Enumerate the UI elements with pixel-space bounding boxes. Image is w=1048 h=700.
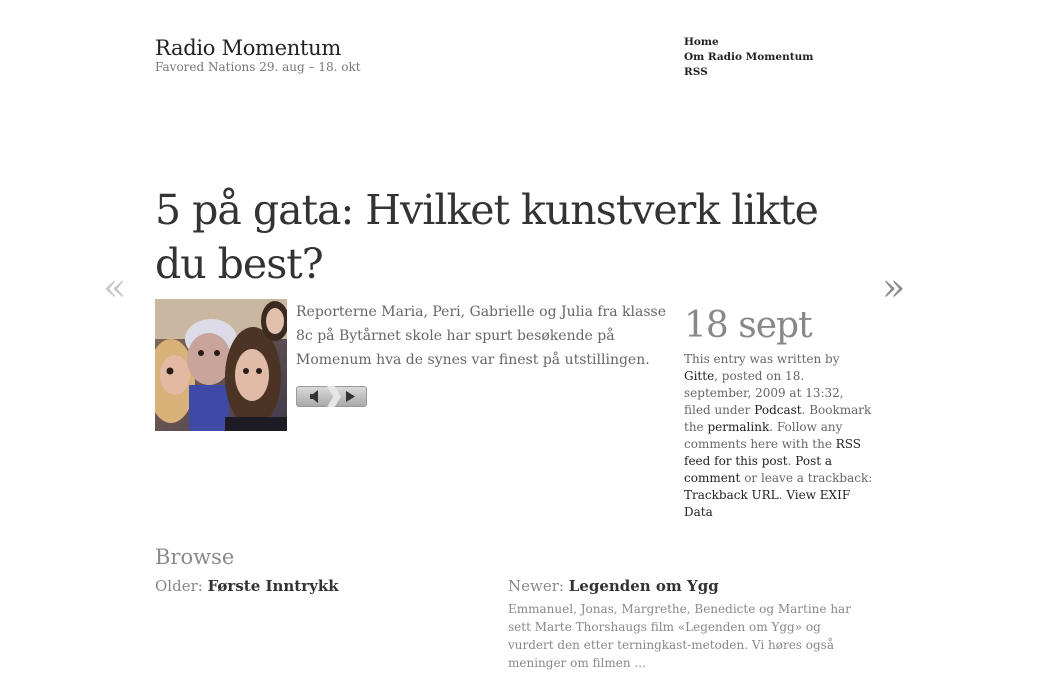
post-comment-link[interactable]: Post a comment (684, 454, 833, 485)
nav-home[interactable]: Home (684, 36, 719, 48)
group-selfie-image (155, 299, 287, 431)
newer-label: Newer: (508, 577, 564, 595)
meta-follow: . Follow any comments here with the (684, 420, 843, 451)
play-icon (333, 387, 367, 406)
trackback-link[interactable]: Trackback URL (684, 488, 779, 502)
newer-post-link[interactable]: Legenden om Ygg (568, 577, 719, 595)
author-link[interactable]: Gitte (684, 369, 715, 383)
older-post-link[interactable]: Første Inntrykk (207, 577, 339, 595)
permalink-link[interactable]: permalink (707, 420, 770, 434)
play-button[interactable] (333, 387, 367, 406)
post-meta (684, 351, 874, 521)
meta-bookmark: . Bookmark the (684, 403, 872, 434)
meta-or-leave: or leave a trackback: (744, 471, 873, 485)
browse-heading: Browse (155, 545, 235, 569)
nav-about[interactable]: Om Radio Momentum (684, 51, 814, 63)
exif-link[interactable]: View EXIF Data (684, 488, 851, 519)
newer-post-excerpt: Emmanuel, Jonas, Margrethe, Benedicte og Martine har sett Marte Thorshaugs film «Legenden om Ygg» og vurdert den etter terningkast-metoden. Vi høres også meninger om filmen ... (508, 602, 851, 670)
rss-feed-link[interactable]: RSS feed for this post (684, 437, 862, 468)
meta-written-by: This entry was written by (684, 352, 840, 366)
meta-posted-on: , posted on 18. september, 2009 at 13:32, filed under (684, 369, 844, 417)
audio-player (296, 386, 367, 407)
post-photo (155, 299, 287, 431)
previous-post-arrow-icon[interactable]: « (103, 265, 127, 309)
speaker-icon (297, 387, 331, 406)
site-title-link[interactable]: Radio Momentum (155, 36, 341, 60)
post-title: 5 på gata: Hvilket kunstverk likte du best? (155, 186, 818, 288)
older-post (155, 577, 339, 595)
site-description: Favored Nations 29. aug – 18. okt (155, 60, 361, 74)
meta-dot: . (787, 454, 792, 468)
next-post-arrow-icon[interactable]: » (882, 265, 906, 309)
meta-dot-2: . (778, 488, 783, 502)
newer-post (508, 577, 719, 595)
category-link[interactable]: Podcast (754, 403, 802, 417)
nav-rss[interactable]: RSS (684, 66, 708, 78)
main-nav (684, 35, 813, 80)
post-date: 18 sept (684, 305, 812, 346)
rewind-button[interactable] (297, 387, 331, 406)
post-excerpt: Reporterne Maria, Peri, Gabrielle og Julia fra klasse 8c på Bytårnet skole har spurt besøkende på Momenum hva de synes var finest på utstillingen. (296, 304, 667, 368)
site-title[interactable] (155, 36, 341, 60)
older-label: Older: (155, 577, 203, 595)
